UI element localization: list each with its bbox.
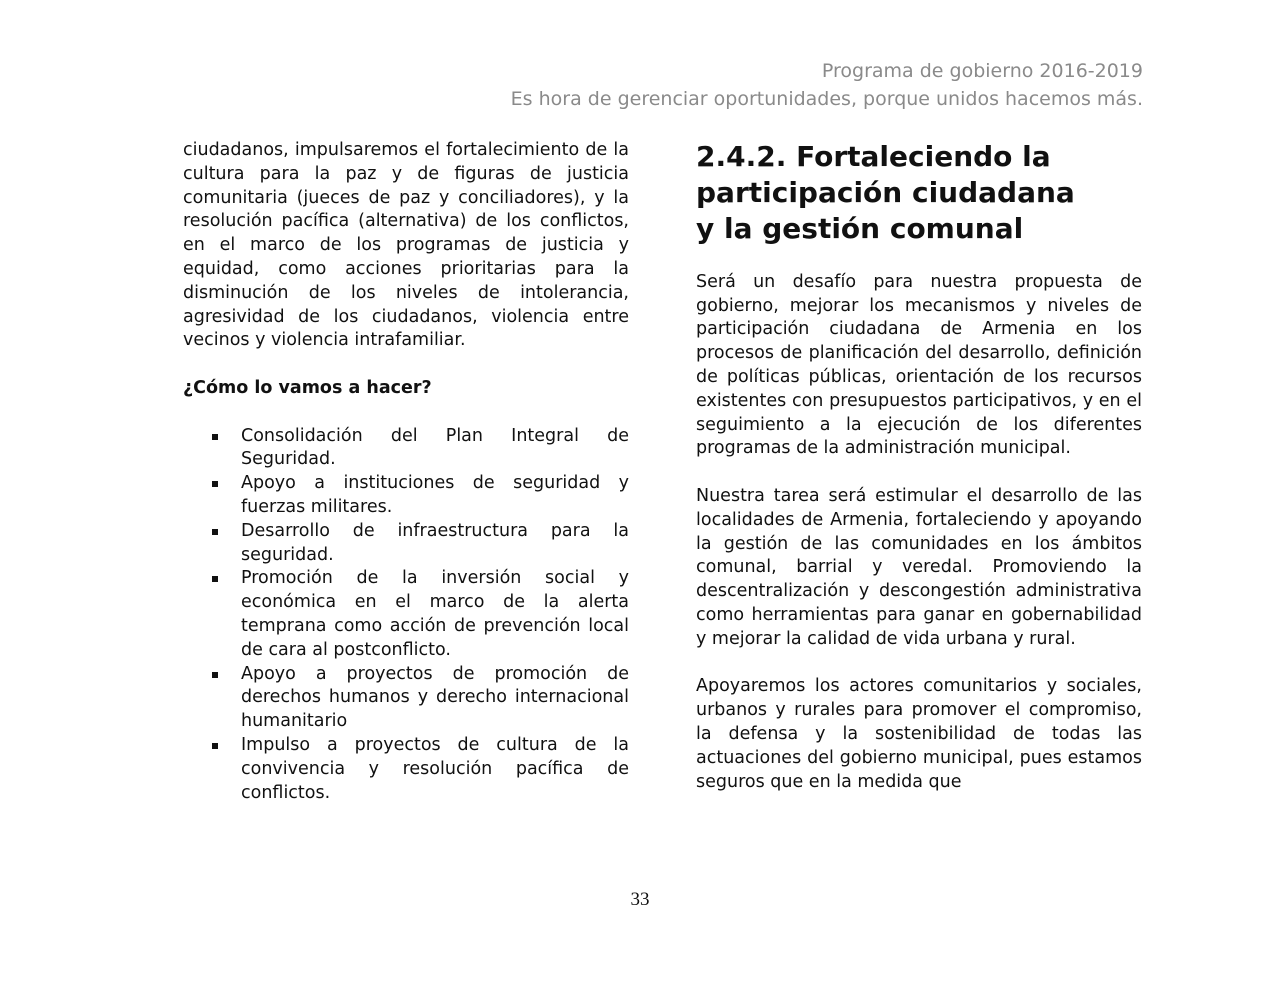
paragraph-spacer [696, 461, 1142, 485]
action-list [183, 425, 629, 806]
body-paragraph: Apoyaremos los actores comunitarios y sociales, urbanos y rurales para promover el compromiso, la defensa y la sostenibilidad de todas las actuaciones del gobierno municipal, pues estamos seguros que en la medida que [696, 676, 1142, 792]
paragraph-spacer [183, 401, 629, 425]
list-item-text: Promoción de la inversión social y económica en el marco de la alerta temprana como acción de prevención local de cara al postconflicto. [241, 568, 629, 660]
list-item-text: Desarrollo de infraestructura para la seguridad. [241, 520, 629, 565]
body-paragraph: Será un desafío para nuestra propuesta de gobierno, mejorar los mecanismos y niveles de participación ciudadana de Armenia en los procesos de planificación del desarrollo, definición de políticas públicas, orientación de los recursos existentes con presupuestos participativos, y en el seguimiento a la ejecución de los diferentes programas de la administración municipal. [696, 271, 1142, 459]
list-item-text: Consolidación del Plan Integral de Seguridad. [241, 425, 629, 470]
list-item [183, 734, 629, 805]
list-item-text: Apoyo a proyectos de promoción de derechos humanos y derecho internacional humanitario [241, 663, 629, 732]
section-title-line: participación ciudadana [696, 176, 1075, 209]
square-bullet-icon [212, 481, 218, 487]
how-subheading: ¿Cómo lo vamos a hacer? [183, 377, 432, 398]
square-bullet-icon [212, 743, 218, 749]
section-title-line: y la gestión comunal [696, 212, 1024, 245]
list-item [183, 567, 629, 662]
list-item [183, 520, 629, 568]
list-item [183, 472, 629, 520]
header-slogan: Es hora de gerenciar oportunidades, porque unidos hacemos más. [510, 88, 1143, 110]
section-title [696, 139, 1142, 247]
square-bullet-icon [212, 672, 218, 678]
square-bullet-icon [212, 434, 218, 440]
list-item [183, 663, 629, 734]
square-bullet-icon [212, 529, 218, 535]
list-item [183, 425, 629, 473]
running-header [511, 57, 1143, 113]
paragraph-spacer [183, 353, 629, 377]
list-item-text: Impulso a proyectos de cultura de la convivencia y resolución pacífica de conflictos. [241, 734, 629, 803]
paragraph-spacer [696, 247, 1142, 271]
section-title-line: 2.4.2. Fortaleciendo la [696, 140, 1051, 173]
square-bullet-icon [212, 576, 218, 582]
body-paragraph: Nuestra tarea será estimular el desarrollo de las localidades de Armenia, fortaleciendo y apoyando la gestión de las comunidades en los ámbitos comunal, barrial y veredal. Promoviendo la descentralización y descongestión administrativa como herramientas para ganar en gobernabilidad y mejorar la calidad de vida urbana y rural. [696, 485, 1142, 649]
paragraph-spacer [696, 652, 1142, 676]
page-number: 33 [630, 889, 650, 910]
left-column [183, 139, 629, 805]
intro-paragraph: ciudadanos, impulsaremos el fortalecimiento de la cultura para la paz y de figuras de justicia comunitaria (jueces de paz y conciliadores), y la resolución pacífica (alternativa) de los conflictos, en el marco de los programas de justicia y equidad, como acciones prioritarias para la disminución de los niveles de intolerancia, agresividad de los ciudadanos, violencia entre vecinos y violencia intrafamiliar. [183, 140, 629, 351]
list-item-text: Apoyo a instituciones de seguridad y fuerzas militares. [241, 473, 629, 517]
right-column [696, 139, 1142, 794]
header-title: Programa de gobierno 2016-2019 [821, 60, 1143, 82]
